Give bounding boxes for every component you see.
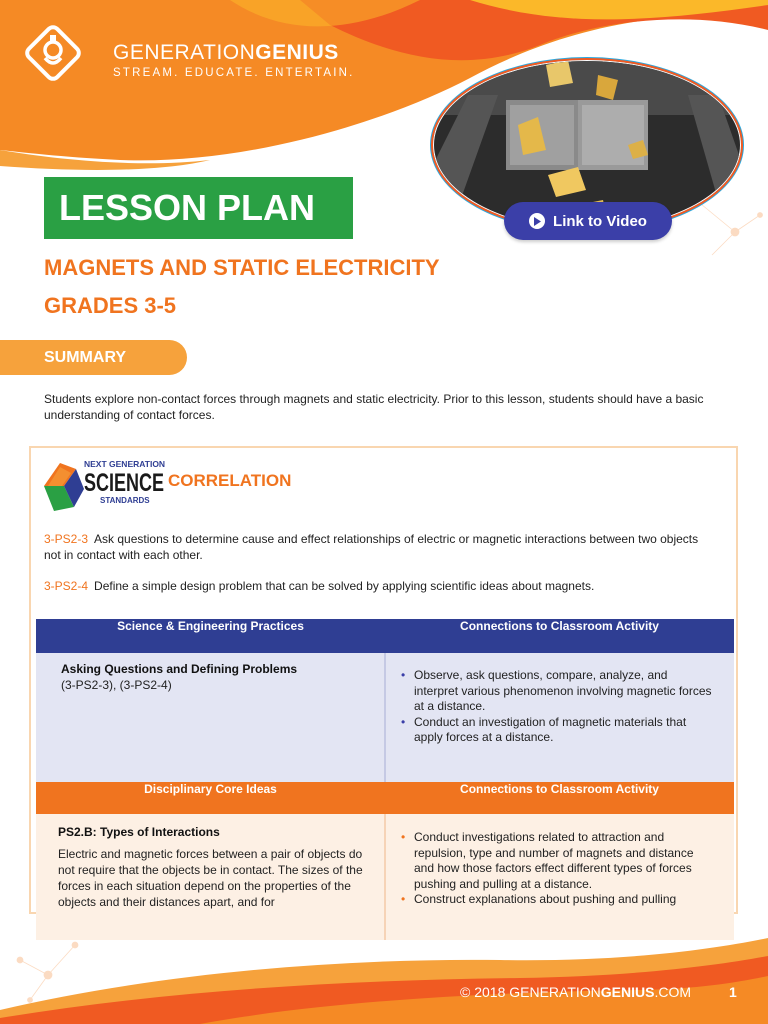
core-ideas-text: Electric and magnetic forces between a pair of objects do not require that the objects be in contact. The sizes of the forces in each situation depend on the properties of the objects and their distances apart, and for — [58, 847, 363, 909]
standard-code: 3-PS2-3 — [44, 532, 89, 546]
standard-text: Ask questions to determine cause and effect relationships of electric or magnetic interactions between two objects not in contact with each other. — [44, 532, 699, 562]
play-icon — [529, 213, 545, 229]
lesson-plan-banner: LESSON PLAN — [44, 177, 353, 239]
correlation-table — [36, 619, 734, 940]
standard-text: Define a simple design problem that can be solved by applying scientific ideas about magnets. — [94, 579, 595, 593]
table-header-row — [36, 619, 734, 653]
connections-header: Connections to Classroom Activity — [385, 782, 734, 814]
brand-tagline: STREAM. EDUCATE. ENTERTAIN. — [113, 67, 355, 79]
generation-genius-logo — [22, 22, 84, 84]
practices-codes: (3-PS2-3), (3-PS2-4) — [61, 678, 172, 692]
page-number: 1 — [729, 984, 737, 1000]
list-item: • Conduct investigations related to attraction and repulsion, type and number of magnets and distance and how those factors effect different types of forces pushing and pulling at a distance. — [400, 830, 714, 892]
connections-header: Connections to Classroom Activity — [385, 619, 734, 653]
summary-text: Students explore non-contact forces through magnets and static electricity. Prior to this lesson, students should have a basic understanding of contact forces. — [44, 392, 704, 422]
practices-header: Science & Engineering Practices — [36, 619, 385, 653]
table-header-row — [36, 782, 734, 814]
lesson-title: MAGNETS AND STATIC ELECTRICITY — [44, 255, 440, 280]
ngss-logo — [40, 455, 168, 517]
ngss-logo-main-text: SCIENCE — [84, 469, 164, 497]
practices-title: Asking Questions and Defining Problems — [61, 662, 298, 676]
grade-range: GRADES 3-5 — [44, 293, 177, 318]
list-item: • Construct explanations about pushing and pulling — [400, 892, 714, 908]
connections-cell — [385, 653, 734, 782]
link-to-video-button[interactable] — [504, 202, 672, 240]
core-ideas-header: Disciplinary Core Ideas — [36, 782, 385, 814]
brand-name: GENERATIONGENIUS — [113, 41, 339, 64]
footer-swoosh-background — [0, 920, 768, 1024]
practices-cell — [36, 653, 385, 782]
ngss-logo-bottom-text: STANDARDS — [100, 496, 150, 505]
list-item: • Conduct an investigation of magnetic materials that apply forces at a distance. — [400, 715, 714, 746]
core-ideas-title: PS2.B: Types of Interactions — [58, 825, 220, 839]
standard-item — [44, 578, 704, 594]
link-to-video-label: Link to Video — [553, 212, 647, 230]
standard-code: 3-PS2-4 — [44, 579, 89, 593]
standard-item — [44, 531, 704, 563]
list-item: • Observe, ask questions, compare, analyze, and interpret various phenomenon involving magnetic forces at a distance. — [400, 668, 714, 715]
summary-heading: SUMMARY — [0, 340, 187, 375]
footer-copyright: © 2018 GENERATIONGENIUS.COM — [460, 984, 692, 1000]
ngss-logo-top-text: NEXT GENERATION — [84, 459, 166, 469]
table-row — [36, 653, 734, 782]
correlation-heading: CORRELATION — [168, 471, 292, 490]
